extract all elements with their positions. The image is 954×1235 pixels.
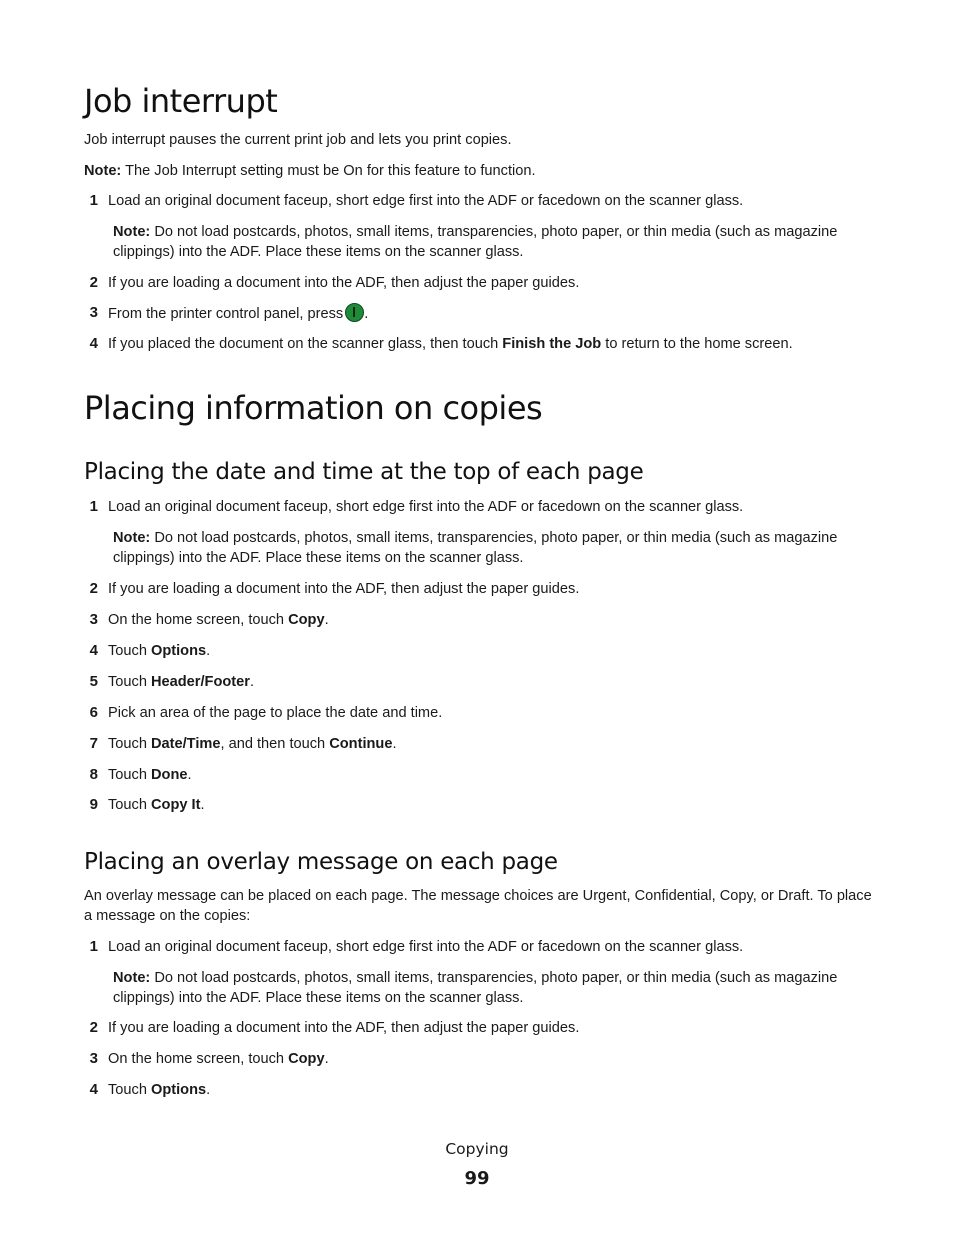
step-number: 2 <box>89 1019 98 1036</box>
heading-job-interrupt: Job interrupt <box>84 82 278 120</box>
footer-page-number: 99 <box>464 1168 490 1189</box>
step-text-part: Touch <box>108 1082 151 1098</box>
ui-label-done: Done <box>151 767 188 783</box>
step-number: 8 <box>89 766 98 783</box>
step-text <box>108 672 254 692</box>
ui-label-continue: Continue <box>329 736 393 752</box>
step-number: 5 <box>89 673 98 690</box>
step-text-part: Touch <box>108 643 151 659</box>
ui-label-copy: Copy <box>288 1051 325 1067</box>
ui-label-copy: Copy <box>288 612 325 628</box>
step-text: Load an original document faceup, short edge first into the ADF or facedown on the scanner glass. <box>108 939 744 955</box>
step-text-part: to return to the home screen. <box>601 336 793 352</box>
ui-label-header-footer: Header/Footer <box>151 674 250 690</box>
step-note <box>113 528 883 568</box>
step-text-part: Touch <box>108 797 151 813</box>
step-text-part: . <box>200 797 205 813</box>
step-text <box>108 641 210 661</box>
step-number: 3 <box>89 304 98 321</box>
step-text: Load an original document faceup, short edge first into the ADF or facedown on the scanner glass. <box>108 499 744 515</box>
note-text: Do not load postcards, photos, small items, transparencies, photo paper, or thin media (such as magazine clippings) into the ADF. Place these items on the scanner glass. <box>113 530 838 566</box>
step-text <box>108 795 205 815</box>
step-text-part: If you placed the document on the scanner glass, then touch <box>108 336 503 352</box>
step-text <box>108 765 192 785</box>
step-number: 3 <box>89 1050 98 1067</box>
note-label: Note: <box>113 970 151 986</box>
step-text-part: Touch <box>108 767 151 783</box>
step-number: 1 <box>89 498 98 515</box>
heading-date-time: Placing the date and time at the top of each page <box>84 459 644 485</box>
step-number: 4 <box>89 1081 98 1098</box>
step-number: 3 <box>89 611 98 628</box>
ui-label-options: Options <box>151 1082 207 1098</box>
step-text: Pick an area of the page to place the date and time. <box>108 705 443 721</box>
heading-overlay-message: Placing an overlay message on each page <box>84 849 558 875</box>
step-text-part: . <box>187 767 192 783</box>
note-text: Do not load postcards, photos, small items, transparencies, photo paper, or thin media (such as magazine clippings) into the ADF. Place these items on the scanner glass. <box>113 224 838 260</box>
step-text-part: From the printer control panel, press <box>108 306 344 322</box>
step-text: Load an original document faceup, short edge first into the ADF or facedown on the scanner glass. <box>108 193 744 209</box>
note-label: Note: <box>84 163 122 179</box>
step-text-part: . <box>324 612 329 628</box>
ui-label-finish-the-job: Finish the Job <box>502 336 602 352</box>
note-label: Note: <box>113 530 151 546</box>
step-text: If you are loading a document into the ADF, then adjust the paper guides. <box>108 275 580 291</box>
step-text-part: , and then touch <box>220 736 330 752</box>
step-number: 4 <box>89 642 98 659</box>
step-text-part: On the home screen, touch <box>108 1051 289 1067</box>
heading-placing-information: Placing information on copies <box>84 389 543 427</box>
step-text-part: . <box>206 1082 211 1098</box>
step-text <box>108 1080 210 1100</box>
note-text: Do not load postcards, photos, small items, transparencies, photo paper, or thin media (such as magazine clippings) into the ADF. Place these items on the scanner glass. <box>113 970 838 1006</box>
step-text <box>108 1049 329 1069</box>
step-text-part: . <box>249 674 254 690</box>
note-label: Note: <box>113 224 151 240</box>
step-text: If you are loading a document into the ADF, then adjust the paper guides. <box>108 581 580 597</box>
step-number: 7 <box>89 735 98 752</box>
step-text-part: . <box>324 1051 329 1067</box>
paragraph-overlay-intro: An overlay message can be placed on each page. The message choices are Urgent, Confidential, Copy, or Draft. To place a message on the copies: <box>84 888 872 924</box>
step-text-part: Touch <box>108 736 151 752</box>
step-note <box>113 222 883 262</box>
step-text <box>108 303 368 324</box>
step-text <box>108 734 397 754</box>
step-text <box>108 610 329 630</box>
step-note <box>113 968 883 1008</box>
note-job-interrupt <box>84 161 536 181</box>
ui-label-copy-it: Copy It <box>151 797 201 813</box>
note-text: The Job Interrupt setting must be On for this feature to function. <box>121 163 536 179</box>
footer-chapter-title: Copying <box>445 1140 509 1158</box>
step-number: 9 <box>89 796 98 813</box>
step-text-part: . <box>392 736 397 752</box>
step-text-part: . <box>206 643 211 659</box>
step-number: 6 <box>89 704 98 721</box>
step-text-part: Touch <box>108 674 151 690</box>
start-button-icon <box>345 303 364 322</box>
step-number: 2 <box>89 580 98 597</box>
step-text-part: . <box>364 306 369 322</box>
step-number: 4 <box>89 335 98 352</box>
step-number: 1 <box>89 192 98 209</box>
paragraph-job-interrupt-intro: Job interrupt pauses the current print job and lets you print copies. <box>84 132 512 148</box>
step-text-part: On the home screen, touch <box>108 612 289 628</box>
step-text: If you are loading a document into the ADF, then adjust the paper guides. <box>108 1020 580 1036</box>
ui-label-date-time: Date/Time <box>151 736 221 752</box>
step-number: 2 <box>89 274 98 291</box>
step-text <box>108 334 793 354</box>
step-number: 1 <box>89 938 98 955</box>
ui-label-options: Options <box>151 643 207 659</box>
